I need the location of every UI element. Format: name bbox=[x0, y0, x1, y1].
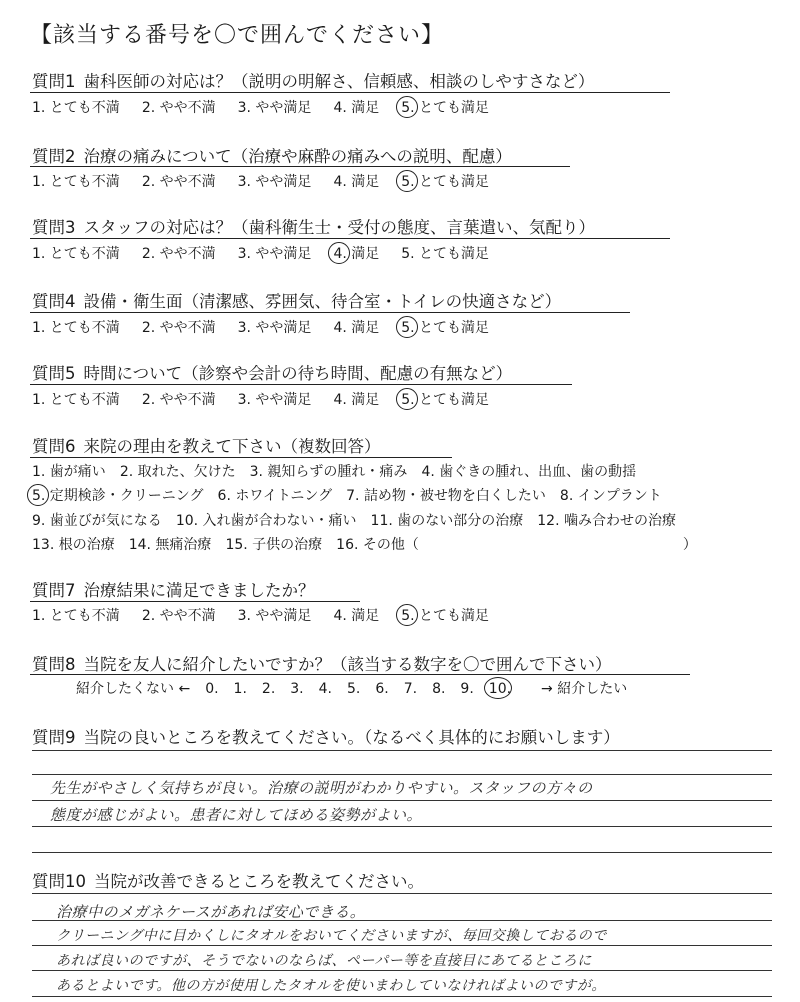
question-6-text: 来院の理由を教えて下さい（複数回答） bbox=[83, 437, 381, 456]
question-10-line-1 bbox=[32, 893, 772, 894]
question-2 bbox=[32, 143, 512, 167]
question-6-option[interactable]: 9. 歯並びが気になる bbox=[32, 513, 162, 529]
q7-option-1[interactable]: 1. とても不満 bbox=[32, 608, 120, 624]
scale-value-10[interactable]: 10. bbox=[488, 681, 512, 697]
question-7-underline bbox=[30, 601, 360, 602]
question-4-label: 質問4 bbox=[32, 292, 76, 311]
question-1-options bbox=[32, 97, 511, 117]
question-1-underline bbox=[30, 92, 670, 93]
question-6 bbox=[32, 433, 381, 457]
question-6-option[interactable]: 13. 根の治療 bbox=[32, 537, 115, 553]
scale-value-4[interactable]: 4. bbox=[318, 681, 332, 697]
question-7-text: 治療結果に満足できましたか？ bbox=[83, 581, 315, 600]
question-5-options bbox=[32, 389, 511, 409]
q5-option-1[interactable]: 1. とても不満 bbox=[32, 392, 120, 408]
question-4 bbox=[32, 288, 561, 312]
scale-value-0[interactable]: 0. bbox=[205, 681, 219, 697]
scale-value-5[interactable]: 5. bbox=[346, 681, 361, 697]
q2-option-3[interactable]: 3. やや満足 bbox=[237, 174, 312, 190]
q5-option-4[interactable]: 4. 満足 bbox=[333, 392, 380, 408]
q1-option-1[interactable]: 1. とても不満 bbox=[32, 100, 120, 116]
question-6-underline bbox=[30, 457, 452, 458]
question-3 bbox=[32, 214, 595, 238]
question-4-underline bbox=[30, 312, 630, 313]
question-3-text: スタッフの対応は？（歯科衛生士・受付の態度、言葉遣い、気配り） bbox=[83, 218, 595, 237]
question-2-text: 治療の痛みについて（治療や麻酔の痛みへの説明、配慮） bbox=[83, 147, 512, 166]
q4-selected-mark: 5. bbox=[401, 320, 415, 336]
q4-option-2[interactable]: 2. やや不満 bbox=[141, 320, 216, 336]
q2-option-5[interactable]: 5. とても満足 bbox=[401, 174, 490, 190]
question-1 bbox=[32, 68, 594, 92]
question-10 bbox=[32, 868, 424, 892]
q1-selected-mark: 5. bbox=[401, 100, 415, 116]
question-10-answer-line-1: 治療中のメガネケースがあれば安心できる。 bbox=[56, 903, 366, 921]
question-6-option[interactable]: 7. 詰め物・被せ物を白くしたい bbox=[346, 488, 546, 504]
question-2-label: 質問2 bbox=[32, 147, 76, 166]
q1-option-3[interactable]: 3. やや満足 bbox=[237, 100, 312, 116]
page-title: 【該当する番号を〇で囲んでください】 bbox=[30, 23, 445, 48]
question-6-option[interactable]: 14. 無痛治療 bbox=[128, 537, 212, 553]
question-9-line-3 bbox=[32, 800, 772, 801]
q7-option-5[interactable]: 5. とても満足 bbox=[401, 608, 490, 624]
question-5-text: 時間について（診察や会計の待ち時間、配慮の有無など） bbox=[83, 364, 513, 383]
q2-option-2[interactable]: 2. やや不満 bbox=[141, 174, 216, 190]
scale-value-1[interactable]: 1. bbox=[233, 681, 247, 697]
question-6-option[interactable]: 1. 歯が痛い bbox=[32, 464, 106, 480]
question-5 bbox=[32, 360, 512, 384]
question-4-options bbox=[32, 317, 511, 337]
q7-option-2[interactable]: 2. やや不満 bbox=[141, 608, 216, 624]
question-10-text: 当院が改善できるところを教えてください。 bbox=[94, 872, 424, 891]
scale-left-label: 紹介したくない ← bbox=[76, 681, 191, 697]
question-8-text: 当院を友人に紹介したいですか？（該当する数字を〇で囲んで下さい） bbox=[83, 655, 612, 674]
question-7-label: 質問7 bbox=[32, 581, 76, 600]
question-5-underline bbox=[30, 384, 572, 385]
q4-option-4[interactable]: 4. 満足 bbox=[333, 320, 380, 336]
question-3-label: 質問3 bbox=[32, 218, 76, 237]
question-2-underline bbox=[30, 166, 570, 167]
question-6-option[interactable]: ） bbox=[682, 537, 697, 553]
scale-right-label: → 紹介したい bbox=[541, 681, 628, 697]
question-10-line-5 bbox=[32, 996, 772, 997]
scale-value-6[interactable]: 6. bbox=[375, 681, 389, 697]
question-6-option[interactable]: 15. 子供の治療 bbox=[225, 537, 323, 553]
scale-value-2[interactable]: 2. bbox=[261, 681, 276, 697]
q5-option-5[interactable]: 5. とても満足 bbox=[401, 392, 490, 408]
q4-option-5[interactable]: 5. とても満足 bbox=[401, 320, 490, 336]
question-8-scale bbox=[76, 678, 642, 698]
question-6-line-2 bbox=[32, 485, 676, 505]
question-4-text: 設備・衛生面（清潔感、雰囲気、待合室・トイレの快適さなど） bbox=[83, 292, 562, 311]
question-6-option[interactable]: 8. インプラント bbox=[559, 488, 662, 504]
q5-option-2[interactable]: 2. やや不満 bbox=[141, 392, 216, 408]
question-1-label: 質問1 bbox=[32, 72, 76, 91]
question-6-option[interactable]: 6. ホワイトニング bbox=[217, 488, 333, 504]
q2-option-4[interactable]: 4. 満足 bbox=[333, 174, 380, 190]
question-9-answer-line-2: 態度が感じがよい。患者に対してほめる姿勢がよい。 bbox=[50, 806, 423, 824]
q3-option-2[interactable]: 2. やや不満 bbox=[141, 246, 216, 262]
q5-option-3[interactable]: 3. やや満足 bbox=[237, 392, 312, 408]
scale-value-8[interactable]: 8. bbox=[432, 681, 446, 697]
question-10-answer-line-3: あれば良いのですが、そうでないのならば、ペーパー等を直接目にあてるところに bbox=[56, 953, 592, 969]
question-10-line-4 bbox=[32, 970, 772, 971]
question-6-option[interactable]: 10. 入れ歯が合わない・痛い bbox=[175, 513, 357, 529]
question-8-label: 質問8 bbox=[32, 655, 76, 674]
question-3-options bbox=[32, 243, 511, 263]
question-7 bbox=[32, 577, 315, 601]
scale-value-3[interactable]: 3. bbox=[290, 681, 304, 697]
q3-option-4[interactable]: 4. 満足 bbox=[333, 246, 380, 262]
q4-option-3[interactable]: 3. やや満足 bbox=[237, 320, 312, 336]
q2-selected-mark: 5. bbox=[401, 174, 415, 190]
q3-option-1[interactable]: 1. とても不満 bbox=[32, 246, 120, 262]
q7-selected-mark: 5. bbox=[401, 608, 415, 624]
q3-option-5[interactable]: 5. とても満足 bbox=[401, 246, 490, 262]
scale-values bbox=[205, 681, 526, 697]
question-9-line-5 bbox=[32, 852, 772, 853]
question-6-option[interactable]: 5. 定期検診・クリーニング bbox=[32, 488, 204, 504]
question-10-label: 質問10 bbox=[32, 872, 86, 891]
question-6-label: 質問6 bbox=[32, 437, 76, 456]
question-8 bbox=[32, 651, 612, 675]
question-9-text: 当院の良いところを教えてください。（なるべく具体的にお願いします） bbox=[83, 728, 620, 747]
q1-option-4[interactable]: 4. 満足 bbox=[333, 100, 380, 116]
q1-option-2[interactable]: 2. やや不満 bbox=[141, 100, 216, 116]
question-10-answer-line-4: あるとよいです。他の方が使用したタオルを使いまわしていなければよいのですが。 bbox=[56, 978, 606, 994]
question-9-answer-line-1: 先生がやさしく気持ちが良い。治療の説明がわかりやすい。スタッフの方々の bbox=[50, 779, 593, 797]
question-9-line-4 bbox=[32, 826, 772, 827]
q1-option-5[interactable]: 5. とても満足 bbox=[401, 100, 490, 116]
question-9-line-2 bbox=[32, 774, 772, 775]
question-6-line-3 bbox=[32, 510, 690, 530]
question-9-label: 質問9 bbox=[32, 728, 76, 747]
question-6-option[interactable]: 12. 噛み合わせの治療 bbox=[537, 513, 676, 529]
q4-option-1[interactable]: 1. とても不満 bbox=[32, 320, 120, 336]
q7-option-3[interactable]: 3. やや満足 bbox=[237, 608, 312, 624]
question-6-option[interactable]: 3. 親知らずの腫れ・痛み bbox=[249, 464, 408, 480]
q3-option-3[interactable]: 3. やや満足 bbox=[237, 246, 312, 262]
q5-selected-mark: 5. bbox=[401, 392, 415, 408]
question-6-option[interactable]: 4. 歯ぐきの腫れ、出血、歯の動揺 bbox=[421, 464, 637, 480]
question-3-underline bbox=[30, 238, 670, 239]
question-9-line-1 bbox=[32, 750, 772, 751]
question-2-options bbox=[32, 171, 511, 191]
question-10-line-2 bbox=[32, 920, 772, 921]
question-10-answer-line-2: クリーニング中に目かくしにタオルをおいてくださいますが、毎回交換しておるので bbox=[56, 928, 607, 944]
scale-value-7[interactable]: 7. bbox=[403, 681, 418, 697]
question-5-label: 質問5 bbox=[32, 364, 76, 383]
question-6-option[interactable]: 16. その他（ bbox=[336, 537, 419, 553]
question-6-line-1 bbox=[32, 461, 650, 481]
question-6-selected-mark: 5. bbox=[32, 488, 46, 504]
question-7-options bbox=[32, 605, 511, 625]
q2-option-1[interactable]: 1. とても不満 bbox=[32, 174, 120, 190]
q7-option-4[interactable]: 4. 満足 bbox=[333, 608, 380, 624]
scale-value-9[interactable]: 9. bbox=[460, 681, 474, 697]
question-10-line-3 bbox=[32, 945, 772, 946]
question-8-underline bbox=[30, 674, 690, 675]
question-6-line-4 bbox=[32, 534, 711, 554]
question-1-text: 歯科医師の対応は？（説明の明解さ、信頼感、相談のしやすさなど） bbox=[83, 72, 595, 91]
q3-selected-mark: 4. bbox=[333, 246, 347, 262]
question-9 bbox=[32, 724, 620, 748]
question-6-option[interactable]: 11. 歯のない部分の治療 bbox=[370, 513, 524, 529]
question-6-option[interactable]: 2. 取れた、欠けた bbox=[119, 464, 236, 480]
